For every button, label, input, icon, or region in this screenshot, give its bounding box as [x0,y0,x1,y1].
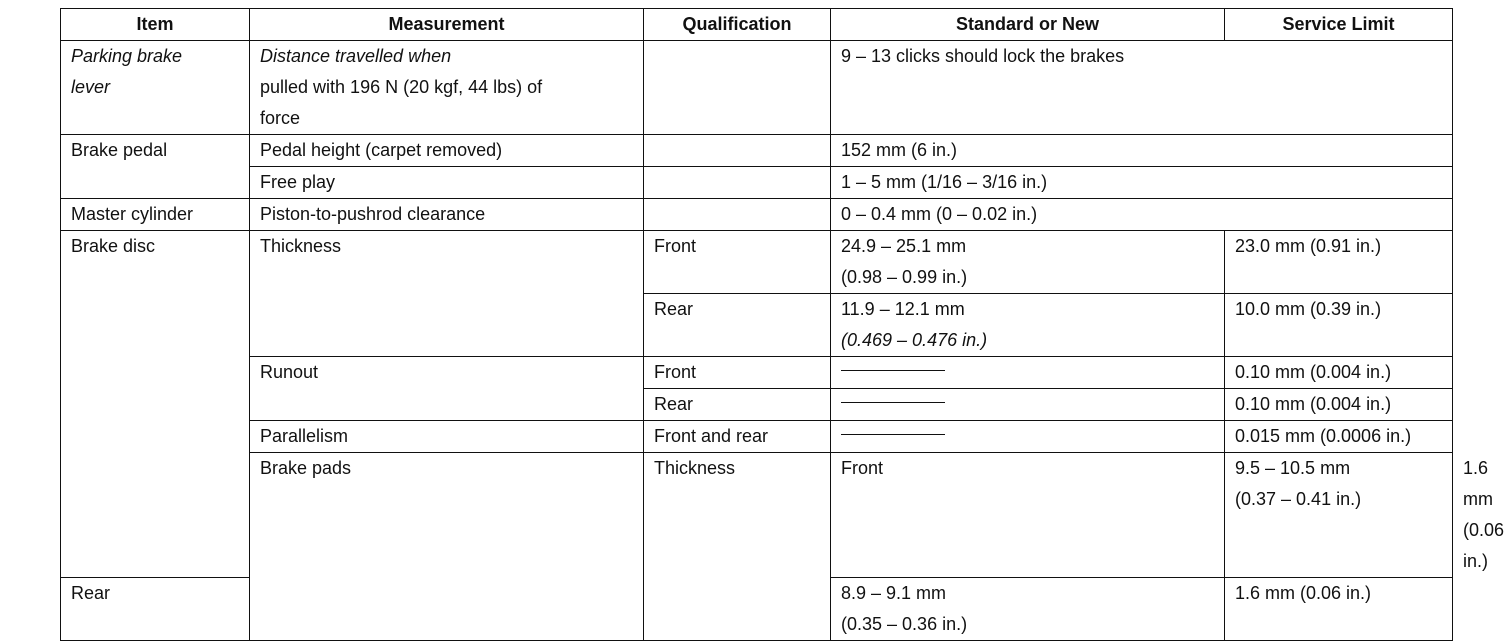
table-row [61,199,1453,231]
measurement-cell: Pedal height (carpet removed) [250,135,644,167]
dash-line [841,434,945,435]
item-label: lever [71,77,111,97]
service-limit-cell: 10.0 mm (0.39 in.) [1225,294,1453,357]
standard-value: 8.9 – 9.1 mm [841,583,947,603]
qualification-cell: Rear [644,389,831,421]
standard-cell [831,578,1225,641]
standard-value: (0.98 – 0.99 in.) [841,267,968,287]
header-qualification: Qualification [644,9,831,41]
measurement-cell: Parallelism [250,421,644,453]
standard-cell: 152 mm (6 in.) [831,135,1453,167]
item-cell: Brake disc [61,231,250,578]
item-label: Parking brake [71,46,183,66]
service-limit-cell: 0.015 mm (0.0006 in.) [1225,421,1453,453]
standard-value: 9.5 – 10.5 mm [1235,458,1351,478]
measurement-cell: Thickness [250,231,644,357]
table-row [61,41,1453,135]
standard-cell [831,357,1225,389]
table-row [61,167,1453,199]
dash-line [841,402,945,403]
standard-cell [831,294,1225,357]
standard-value: (0.35 – 0.36 in.) [841,614,968,634]
measurement-cell: Thickness [644,453,831,641]
qualification-cell [644,199,831,231]
qualification-cell [644,167,831,199]
standard-cell [831,421,1225,453]
standard-cell [831,389,1225,421]
service-limit-cell: 0.10 mm (0.004 in.) [1225,389,1453,421]
measurement-cell: Piston-to-pushrod clearance [250,199,644,231]
header-item: Item [61,9,250,41]
table-row [61,135,1453,167]
standard-cell: 1 – 5 mm (1/16 – 3/16 in.) [831,167,1453,199]
header-standard: Standard or New [831,9,1225,41]
qualification-cell: Front [831,453,1225,578]
item-cell: Master cylinder [61,199,250,231]
standard-cell: 0 – 0.4 mm (0 – 0.02 in.) [831,199,1453,231]
measurement-cell: Free play [250,167,644,199]
item-cell [61,41,250,135]
qualification-cell: Rear [644,294,831,357]
table-row [61,231,1453,294]
brake-specifications-table [60,8,1504,641]
service-limit-cell: 23.0 mm (0.91 in.) [1225,231,1453,294]
qualification-cell: Front [644,357,831,389]
header-measurement: Measurement [250,9,644,41]
item-cell: Brake pads [250,453,644,641]
standard-value: (0.469 – 0.476 in.) [841,330,988,350]
standard-cell [831,231,1225,294]
standard-value: 24.9 – 25.1 mm [841,236,967,256]
header-service-limit: Service Limit [1225,9,1453,41]
header-row [61,9,1453,41]
qualification-cell: Rear [61,578,250,641]
qualification-cell: Front and rear [644,421,831,453]
table-row [61,421,1453,453]
qualification-cell: Front [644,231,831,294]
measurement-cell: Runout [250,357,644,421]
item-cell: Brake pedal [61,135,250,199]
table-row: Brake pads Thickness Front 9.5 – 10.5 mm (0.37 – 0.41 in.) 1.6 mm (0.06 in.) [61,453,1453,578]
standard-cell [1225,453,1453,578]
service-limit-cell: 1.6 mm (0.06 in.) [1225,578,1453,641]
standard-value: (0.37 – 0.41 in.) [1235,489,1362,509]
service-limit-cell: 0.10 mm (0.004 in.) [1225,357,1453,389]
measurement-label: force [260,108,301,128]
qualification-cell [644,41,831,135]
measurement-label: Distance travelled when [260,46,452,66]
table-row [61,357,1453,389]
standard-value: 11.9 – 12.1 mm [841,299,965,319]
qualification-cell [644,135,831,167]
dash-line [841,370,945,371]
standard-cell: 9 – 13 clicks should lock the brakes [831,41,1453,135]
measurement-label: pulled with 196 N (20 kgf, 44 lbs) of [260,77,543,97]
measurement-cell [250,41,644,135]
